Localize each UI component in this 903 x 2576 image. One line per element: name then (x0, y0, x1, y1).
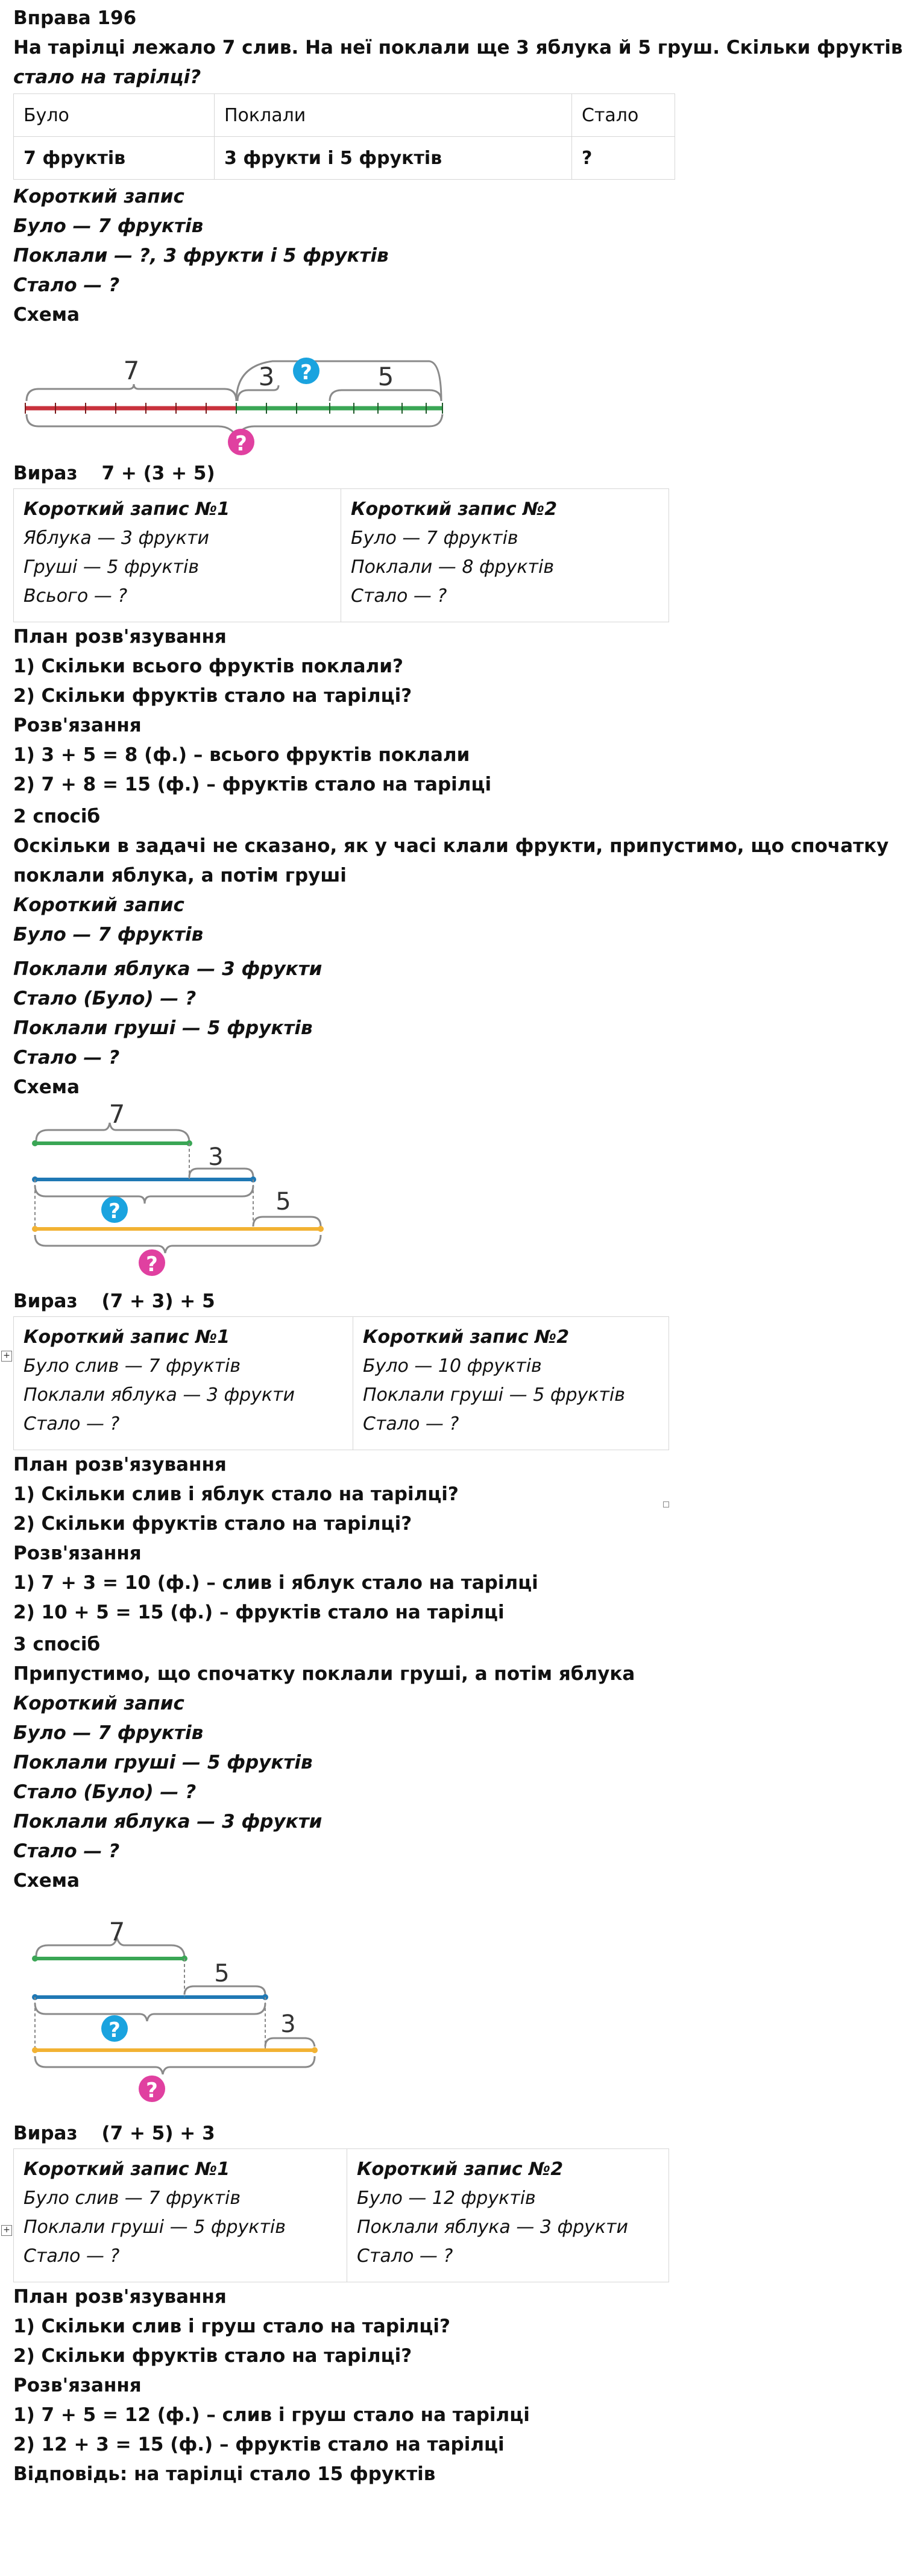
expression: (7 + 3) + 5 (101, 1290, 215, 1312)
brace-seven (27, 384, 236, 401)
intro-line: Припустимо, що спочатку поклали груші, а потім яблука (13, 1663, 635, 1685)
notes-line: Поклали груші — 5 фруктів (363, 1384, 625, 1406)
note-line: Поклали груші — 5 фруктів (13, 1017, 313, 1039)
label-seven: 7 (123, 356, 140, 385)
plan-line: 1) Скільки всього фруктів поклали? (13, 655, 403, 677)
note-line: Поклали яблука — 3 фрукти (13, 958, 322, 980)
notes-line: Було слив — 7 фруктів (24, 1356, 241, 1377)
scheme-diagram-3 (13, 1914, 351, 2119)
notes-table-2 (13, 1316, 669, 1450)
notes-line: Поклали яблука — 3 фрукти (24, 1384, 295, 1406)
expression: (7 + 5) + 3 (101, 2123, 215, 2144)
solution-line: 1) 7 + 5 = 12 (ф.) – слив і груш стало на тарілці (13, 2404, 530, 2426)
page (13, 4, 903, 2489)
notes-line: Було слив — 7 фруктів (24, 2188, 241, 2209)
solution-title: Розв'язання (13, 2375, 142, 2396)
notes-table-3 (13, 2148, 669, 2282)
notes-line: Стало — ? (351, 586, 447, 607)
notes-line: Яблука — 3 фрукти (24, 528, 210, 549)
notes-line: Стало — ? (357, 2246, 453, 2267)
brace-three (265, 2038, 315, 2047)
intro-line: Оскільки в задачі не сказано, як у часі клали фрукти, припустимо, що спочатку (13, 835, 889, 857)
notes-line: Поклали яблука — 3 фрукти (357, 2217, 629, 2238)
question-mark: ? (146, 2079, 158, 2103)
table-row (14, 2149, 669, 2282)
notes-heading: Короткий запис №1 (24, 1327, 230, 1348)
table-resize-handle-2[interactable] (663, 1501, 669, 1507)
expression-label: Вираз (13, 1290, 78, 1312)
table-row (14, 1317, 669, 1450)
expression: 7 + (3 + 5) (101, 462, 215, 484)
table-cell: 3 фрукти і 5 фруктів (215, 137, 572, 180)
scheme-title: Схема (13, 304, 80, 326)
exercise-title: Вправа 196 (13, 7, 137, 29)
notes-heading: Короткий запис №1 (24, 2159, 230, 2180)
table-header-stalo: Стало (572, 94, 675, 137)
plan-line: 1) Скільки слив і яблук стало на тарілці? (13, 1483, 459, 1505)
question-mark: ? (300, 361, 312, 385)
label-three: 3 (258, 362, 275, 391)
question-mark: ? (109, 1199, 121, 1223)
brace-five (253, 1217, 321, 1226)
notes-line: Стало — ? (24, 1413, 120, 1435)
label-three: 3 (280, 2010, 296, 2038)
problem-line-2: стало на тарілці? (13, 66, 201, 88)
notes-line: Було — 12 фруктів (357, 2188, 536, 2209)
problem-line-1: На тарілці лежало 7 слив. На неї поклали ще 3 яблука й 5 груш. Скільки фруктів (13, 37, 903, 58)
data-table (13, 93, 675, 180)
note-line: Стало (Було) — ? (13, 988, 197, 1009)
notes-line: Було — 7 фруктів (351, 528, 518, 549)
note-line: Було — 7 фруктів (13, 1722, 204, 1744)
intro-line: поклали яблука, а потім груші (13, 865, 347, 886)
label-seven: 7 (109, 1917, 125, 1946)
table-row (14, 489, 669, 622)
short-note-title: Короткий запис (13, 186, 184, 207)
solution-title: Розв'язання (13, 1542, 142, 1564)
plan-line: 1) Скільки слив і груш стало на тарілці? (13, 2316, 450, 2337)
label-three: 3 (208, 1143, 224, 1171)
notes-line: Було — 10 фруктів (363, 1356, 542, 1377)
expand-table-handle-2[interactable]: + (1, 1351, 12, 1362)
plan-title: План розв'язування (13, 2286, 227, 2308)
solution-line: 2) 12 + 3 = 15 (ф.) – фруктів стало на тарілці (13, 2434, 505, 2455)
plan-title: План розв'язування (13, 626, 227, 648)
short-note-title: Короткий запис (13, 1693, 184, 1714)
question-mark: ? (235, 432, 247, 456)
solution-line: 1) 7 + 3 = 10 (ф.) – слив і яблук стало на тарілці (13, 1572, 538, 1594)
table-cell: ? (572, 137, 675, 180)
table-header-bulo: Було (14, 94, 215, 137)
expression-line-3 (13, 2119, 725, 2148)
note-line: Поклали яблука — 3 фрукти (13, 1811, 322, 1833)
note-line: Стало (Було) — ? (13, 1781, 197, 1803)
method-3-title: 3 спосіб (13, 1634, 101, 1655)
plan-line: 2) Скільки фруктів стало на тарілці? (13, 2345, 412, 2367)
note-line: Стало — ? (13, 1840, 120, 1862)
table-row (14, 137, 675, 180)
notes-line: Всього — ? (24, 586, 128, 607)
notes-line: Поклали груші — 5 фруктів (24, 2217, 286, 2238)
scheme-title: Схема (13, 1076, 80, 1098)
notes-line: Поклали — 8 фруктів (351, 557, 555, 578)
note-line: Поклали груші — 5 фруктів (13, 1752, 313, 1773)
brace-five (184, 1986, 265, 1995)
notes-heading: Короткий запис №1 (24, 499, 230, 520)
method-2-title: 2 спосіб (13, 806, 101, 827)
note-line: Стало — ? (13, 274, 120, 296)
expression-label: Вираз (13, 462, 78, 484)
expand-table-handle-3[interactable]: + (1, 2225, 12, 2236)
notes-heading: Короткий запис №2 (357, 2159, 564, 2180)
note-line: Поклали — ?, 3 фрукти і 5 фруктів (13, 245, 389, 267)
scheme-diagram-2 (13, 1099, 351, 1283)
solution-line: 1) 3 + 5 = 8 (ф.) – всього фруктів поклали (13, 744, 470, 766)
solution-line: 2) 7 + 8 = 15 (ф.) – фруктів стало на тарілці (13, 774, 492, 795)
plan-line: 2) Скільки фруктів стало на тарілці? (13, 1513, 412, 1535)
label-five: 5 (377, 362, 394, 391)
solution-line: 2) 10 + 5 = 15 (ф.) – фруктів стало на тарілці (13, 1602, 505, 1623)
label-five: 5 (275, 1188, 291, 1216)
expression-label: Вираз (13, 2123, 78, 2144)
expression-line-1 (13, 459, 725, 488)
note-line: Стало — ? (13, 1047, 120, 1069)
solution-title: Розв'язання (13, 715, 142, 736)
short-note-title: Короткий запис (13, 894, 184, 916)
notes-line: Груші — 5 фруктів (24, 557, 200, 578)
expression-line-2 (13, 1287, 725, 1316)
plan-title: План розв'язування (13, 1454, 227, 1476)
plan-line: 2) Скільки фруктів стало на тарілці? (13, 685, 412, 707)
notes-line: Стало — ? (363, 1413, 459, 1435)
note-line: Було — 7 фруктів (13, 215, 204, 237)
table-row (14, 94, 675, 137)
label-seven: 7 (109, 1099, 125, 1129)
table-cell: 7 фруктів (14, 137, 215, 180)
table-header-poklaly: Поклали (215, 94, 572, 137)
question-mark: ? (109, 2018, 121, 2042)
notes-heading: Короткий запис №2 (363, 1327, 570, 1348)
notes-line: Стало — ? (24, 2246, 120, 2267)
brace-five (330, 390, 441, 401)
note-line: Було — 7 фруктів (13, 924, 204, 945)
label-five: 5 (214, 1960, 230, 1987)
scheme-diagram-1 (13, 330, 447, 456)
scheme-title: Схема (13, 1870, 80, 1892)
answer-line: Відповідь: на тарілці стало 15 фруктів (13, 2463, 436, 2485)
question-mark: ? (146, 1252, 158, 1277)
notes-heading: Короткий запис №2 (351, 499, 558, 520)
notes-table-1 (13, 488, 669, 622)
